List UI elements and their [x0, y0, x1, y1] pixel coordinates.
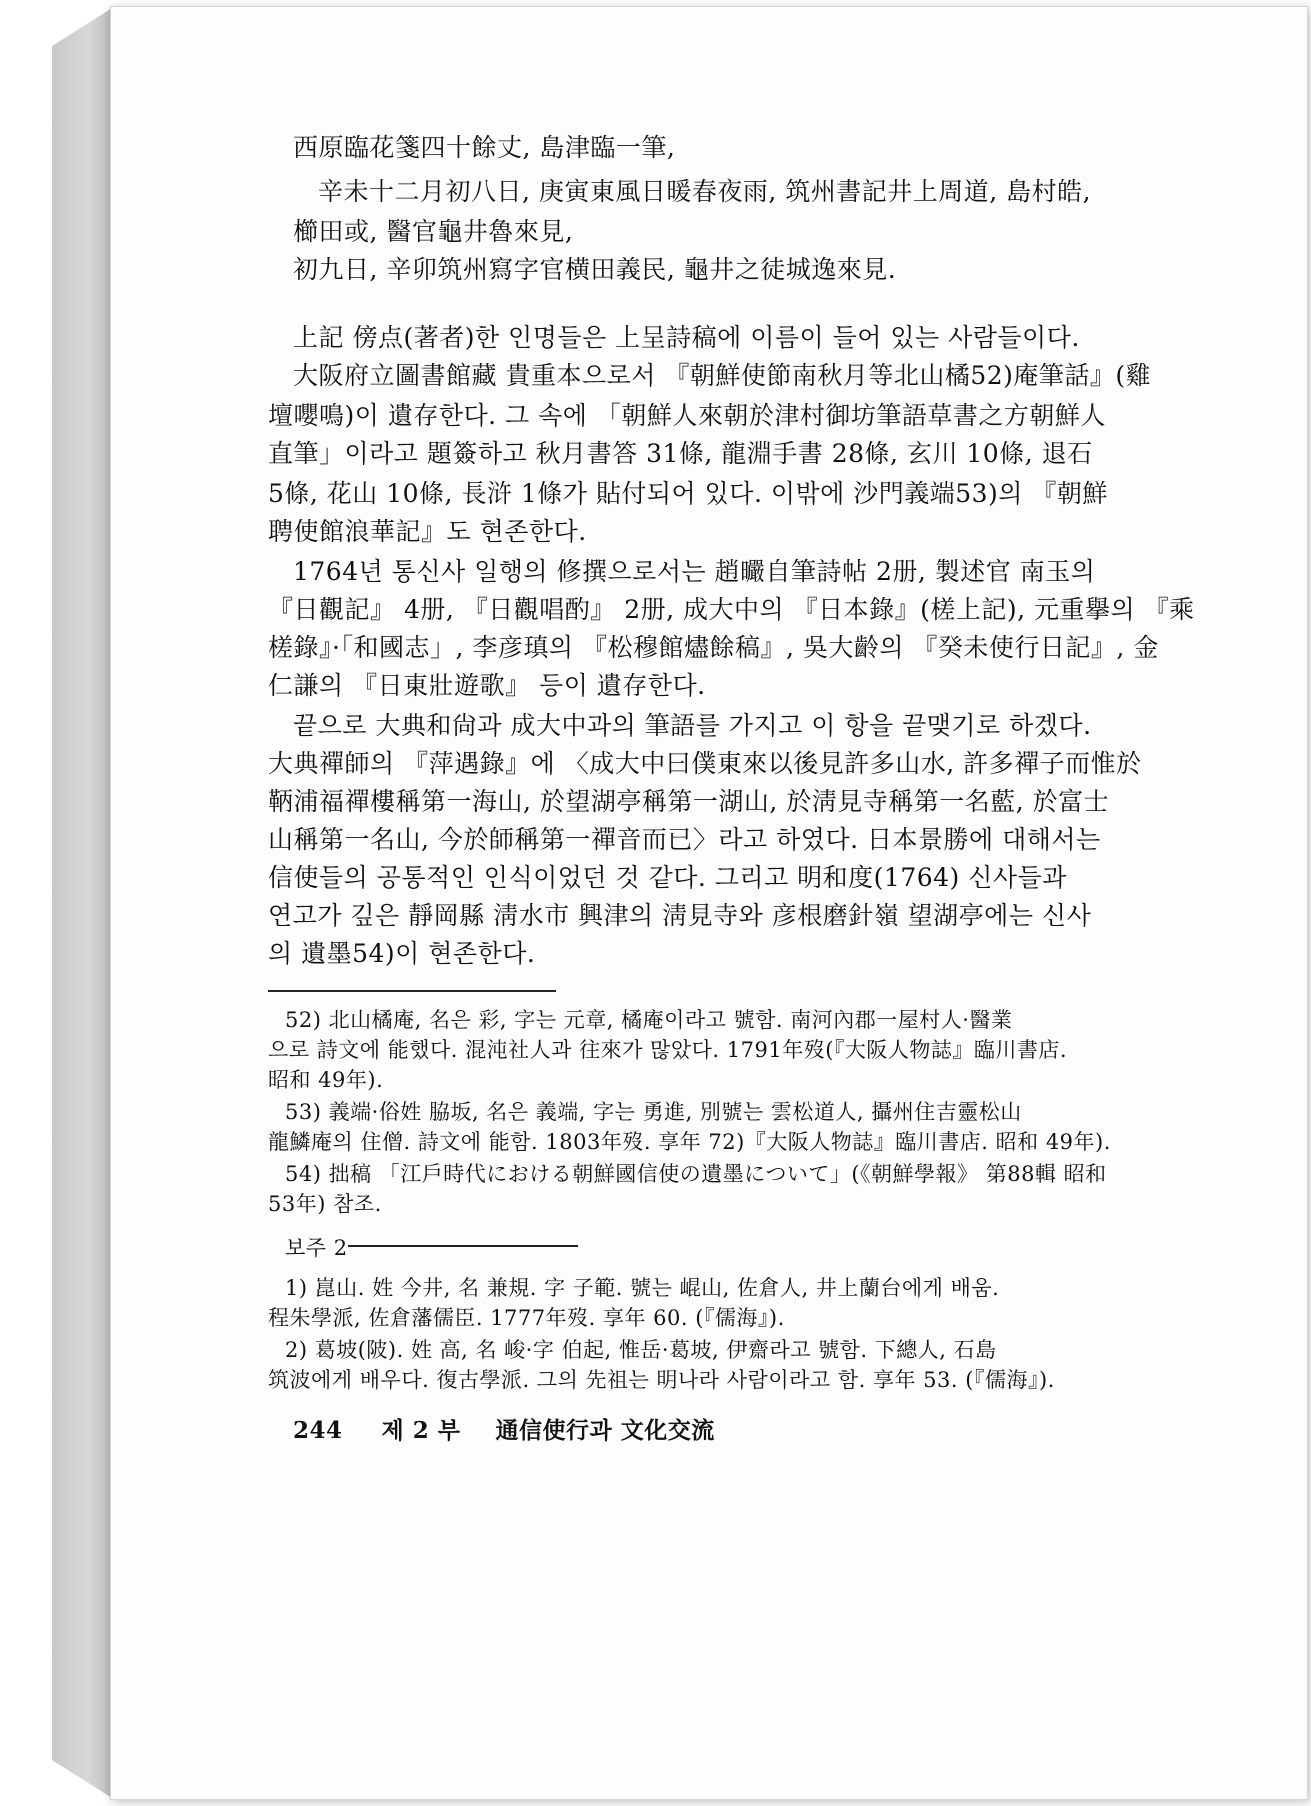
supplement-line: 筑波에게 배우다. 復古學派. 그의 先祖는 明나라 사람이라고 함. 享年 53. (『儒海』). [268, 1368, 1055, 1392]
body-line: 上記 傍点(著者)한 인명들은 上呈詩稿에 이름이 들어 있는 사람들이다. [293, 323, 1080, 352]
body-line: 연고가 깊은 靜岡縣 淸水市 興津의 淸見寺와 彦根磨針嶺 望湖亭에는 신사 [268, 901, 1092, 930]
quote-line: 辛未十二月初八日, 庚寅東風日暖春夜雨, 筑州書記井上周道, 島村皓, [318, 177, 1092, 206]
page-number: 244 [293, 1417, 343, 1444]
body-line: 直筆」이라고 題簽하고 秋月書答 31條, 龍淵手書 28條, 玄川 10條, 退石 [268, 439, 1093, 468]
body-line: 의 遺墨54)이 현존한다. [268, 939, 536, 968]
body-line: 大典禪師의 『萍遇錄』에 〈成大中曰僕東來以後見許多山水, 許多禪子而惟於 [268, 749, 1142, 778]
footnote-line: 으로 詩文에 能했다. 混沌社人과 往來가 많았다. 1791年歿(『大阪人物誌』臨川書店. [268, 1038, 1068, 1062]
body-line: 大阪府立圖書館藏 貴重本으로서 『朝鮮使節南秋月等北山橘52)庵筆話』(雞 [293, 361, 1152, 390]
footnote-line: 昭和 49年). [268, 1068, 384, 1092]
body-line: 聘使館浪華記』도 현존한다. [268, 517, 587, 546]
book-spine-edge [52, 8, 112, 1798]
footnote-line: 龍鱗庵의 住僧. 詩文에 能함. 1803年歿. 享年 72)『大阪人物誌』臨川書店. 昭和 49年). [268, 1130, 1111, 1154]
page-footer [293, 1412, 715, 1445]
body-line: 『日觀記』 4册, 『日觀唱酌』 2册, 成大中의 『日本錄』(槎上記), 元重擧의 『乘 [268, 595, 1195, 624]
body-line: 山稱第一名山, 今於師稱第一禪音而已〉라고 하였다. 日本景勝에 대해서는 [268, 825, 1101, 854]
footnote-separator [268, 990, 556, 992]
body-line: 끝으로 大典和尙과 成大中과의 筆語를 가지고 이 항을 끝맺기로 하겠다. [293, 711, 1092, 740]
part-title: 通信使行과 文化交流 [495, 1417, 715, 1444]
supplement-line: 程朱學派, 佐倉藩儒臣. 1777年歿. 享年 60. (『儒海』). [268, 1306, 785, 1330]
quote-line: 初九日, 辛卯筑州寫字官横田義民, 龜井之徒城逸來見. [293, 255, 897, 284]
body-line: 1764년 통신사 일행의 修撰으로서는 趙曮自筆詩帖 2册, 製述官 南玉의 [293, 557, 1096, 586]
supplement-separator [348, 1245, 578, 1247]
footnote-line: 53年) 참조. [268, 1192, 382, 1216]
body-line: 槎錄』·「和國志」, 李彦瑱의 『松穆館燼餘稿』, 吳大齡의 『癸未使行日記』, 金 [268, 633, 1159, 662]
body-line: 信使들의 공통적인 인식이었던 것 같다. 그리고 明和度(1764) 신사들과 [268, 863, 1067, 892]
supplement-label: 보주 2 [285, 1236, 348, 1260]
body-line: 鞆浦福禪樓稱第一海山, 於望湖亭稱第一湖山, 於淸見寺稱第一名藍, 於富士 [268, 787, 1110, 816]
footnote-line: 54) 拙稿 「江戶時代における朝鮮國信使の遺墨について」(《朝鮮學報》 第88輯 昭和 [285, 1162, 1107, 1186]
body-line: 壇嚶鳴)이 遺存한다. 그 속에 「朝鮮人來朝於津村御坊筆語草書之方朝鮮人 [268, 401, 1106, 430]
quote-line: 西原臨花箋四十餘丈, 島津臨一筆, [293, 133, 676, 162]
part-label: 제 2 부 [381, 1417, 461, 1444]
footnote-line: 52) 北山橘庵, 名은 彩, 字는 元章, 橘庵이라고 號함. 南河內郡一屋村人·醫業 [285, 1008, 1013, 1032]
body-line: 5條, 花山 10條, 長浒 1條가 貼付되어 있다. 이밖에 沙門義端53)의 『朝鮮 [268, 479, 1108, 508]
supplement-line: 1) 崑山. 姓 今井, 名 兼規. 字 子範. 號는 崐山, 佐倉人, 井上蘭台에게 배움. [285, 1276, 1000, 1300]
quote-line: 櫛田或, 醫官龜井魯來見, [293, 217, 574, 246]
footnote-line: 53) 義端·俗姓 脇坂, 名은 義端, 字는 勇進, 別號는 雲松道人, 攝州住吉靈松山 [285, 1100, 1022, 1124]
supplement-line: 2) 葛坡(陂). 姓 高, 名 峻·字 伯起, 惟岳·葛坡, 伊齋라고 號함. 下總人, 石島 [285, 1338, 997, 1362]
body-line: 仁謙의 『日東壯遊歌』 등이 遺存한다. [268, 671, 706, 700]
